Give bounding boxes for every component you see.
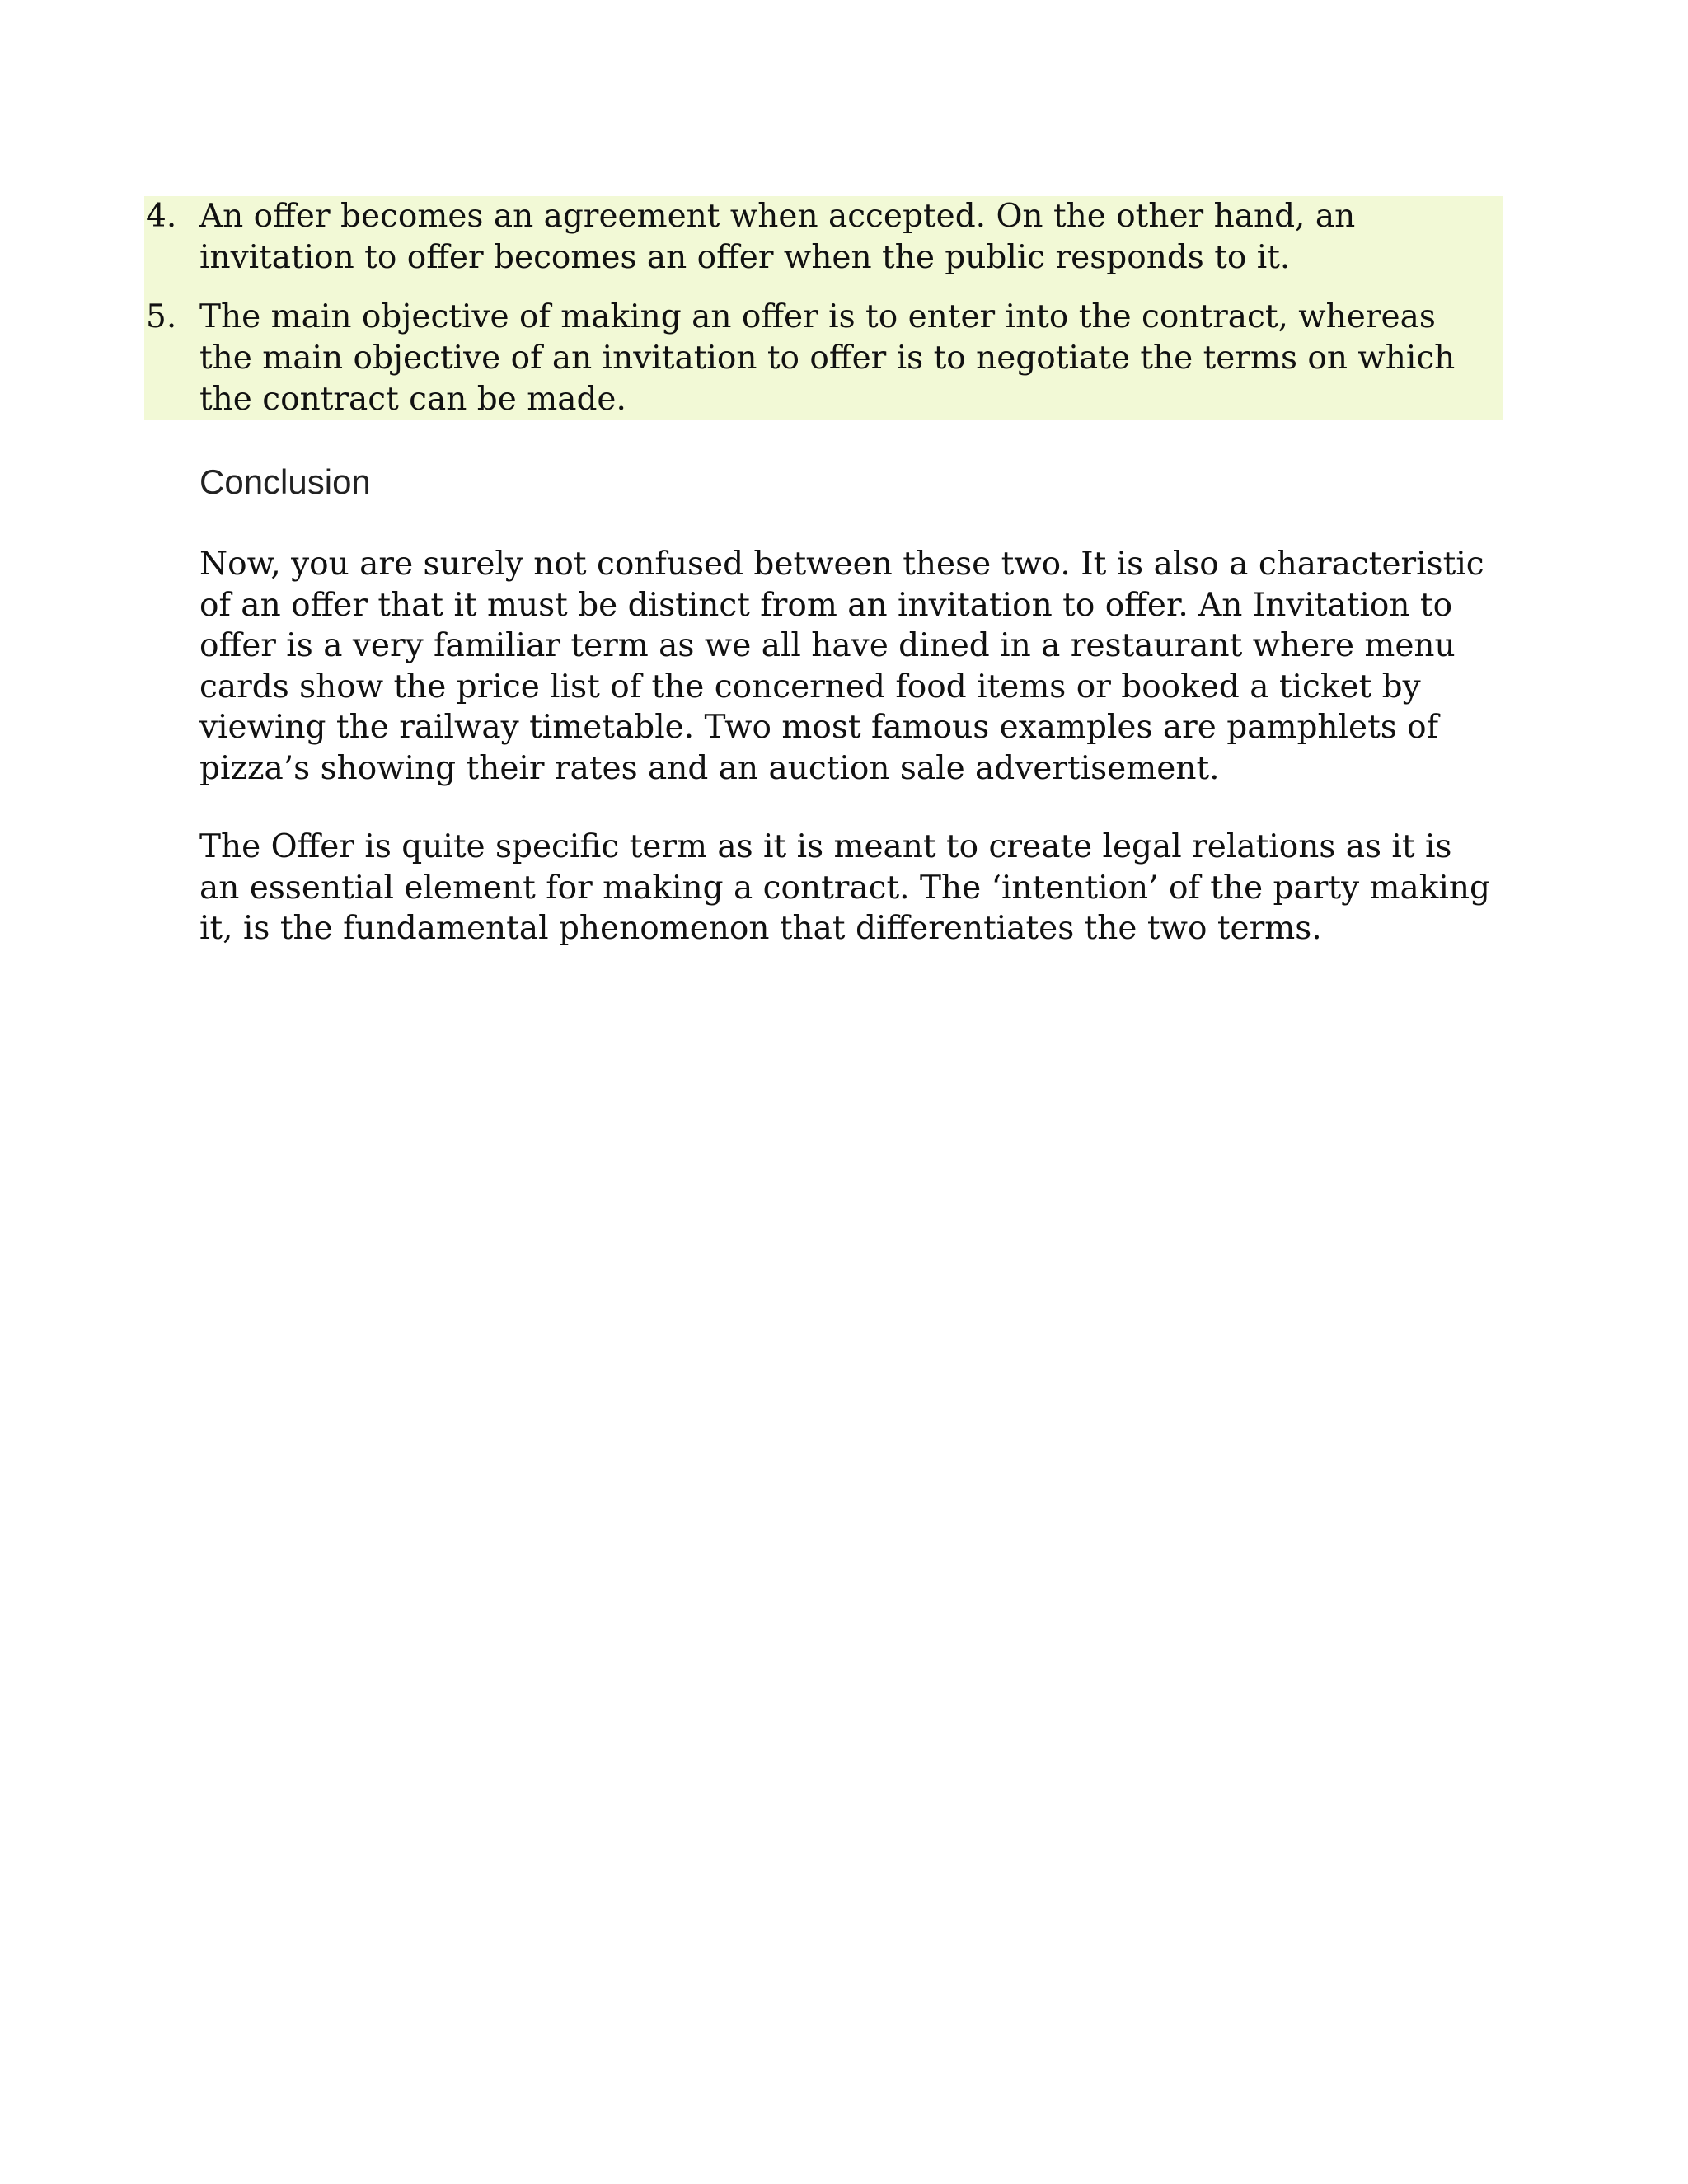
list-number: 4.: [146, 198, 177, 235]
conclusion-heading: Conclusion: [199, 462, 371, 501]
list-item-text: The main objective of making an offer is to enter into the contract, whereas the main objective of an invitation to offer is to negotiate the terms on which the contract can be made.: [199, 298, 1456, 418]
conclusion-paragraph-2: The Offer is quite specific term as it is meant to create legal relations as it is an essential element for making a contract. The ‘intention’ of the party making it, is the fundamental phenomenon that differentiates the two terms.: [199, 828, 1490, 947]
difference-list: [144, 196, 1496, 438]
conclusion-paragraph-1: Now, you are surely not confused between these two. It is also a characteristic of an offer that it must be distinct from an invitation to offer. An Invitation to offer is a very familiar term as we all have dined in a restaurant where menu cards show the price list of the concerned food items or booked a ticket by viewing the railway timetable. Two most famous examples are pamphlets of pizza’s showing their rates and an auction sale advertisement.: [199, 546, 1484, 787]
list-item-5: [144, 297, 1496, 420]
list-item-text: An offer becomes an agreement when accepted. On the other hand, an invitation to offer becomes an offer when the public responds to it.: [199, 198, 1356, 276]
list-number: 5.: [146, 298, 177, 335]
list-item-4: [144, 196, 1496, 279]
